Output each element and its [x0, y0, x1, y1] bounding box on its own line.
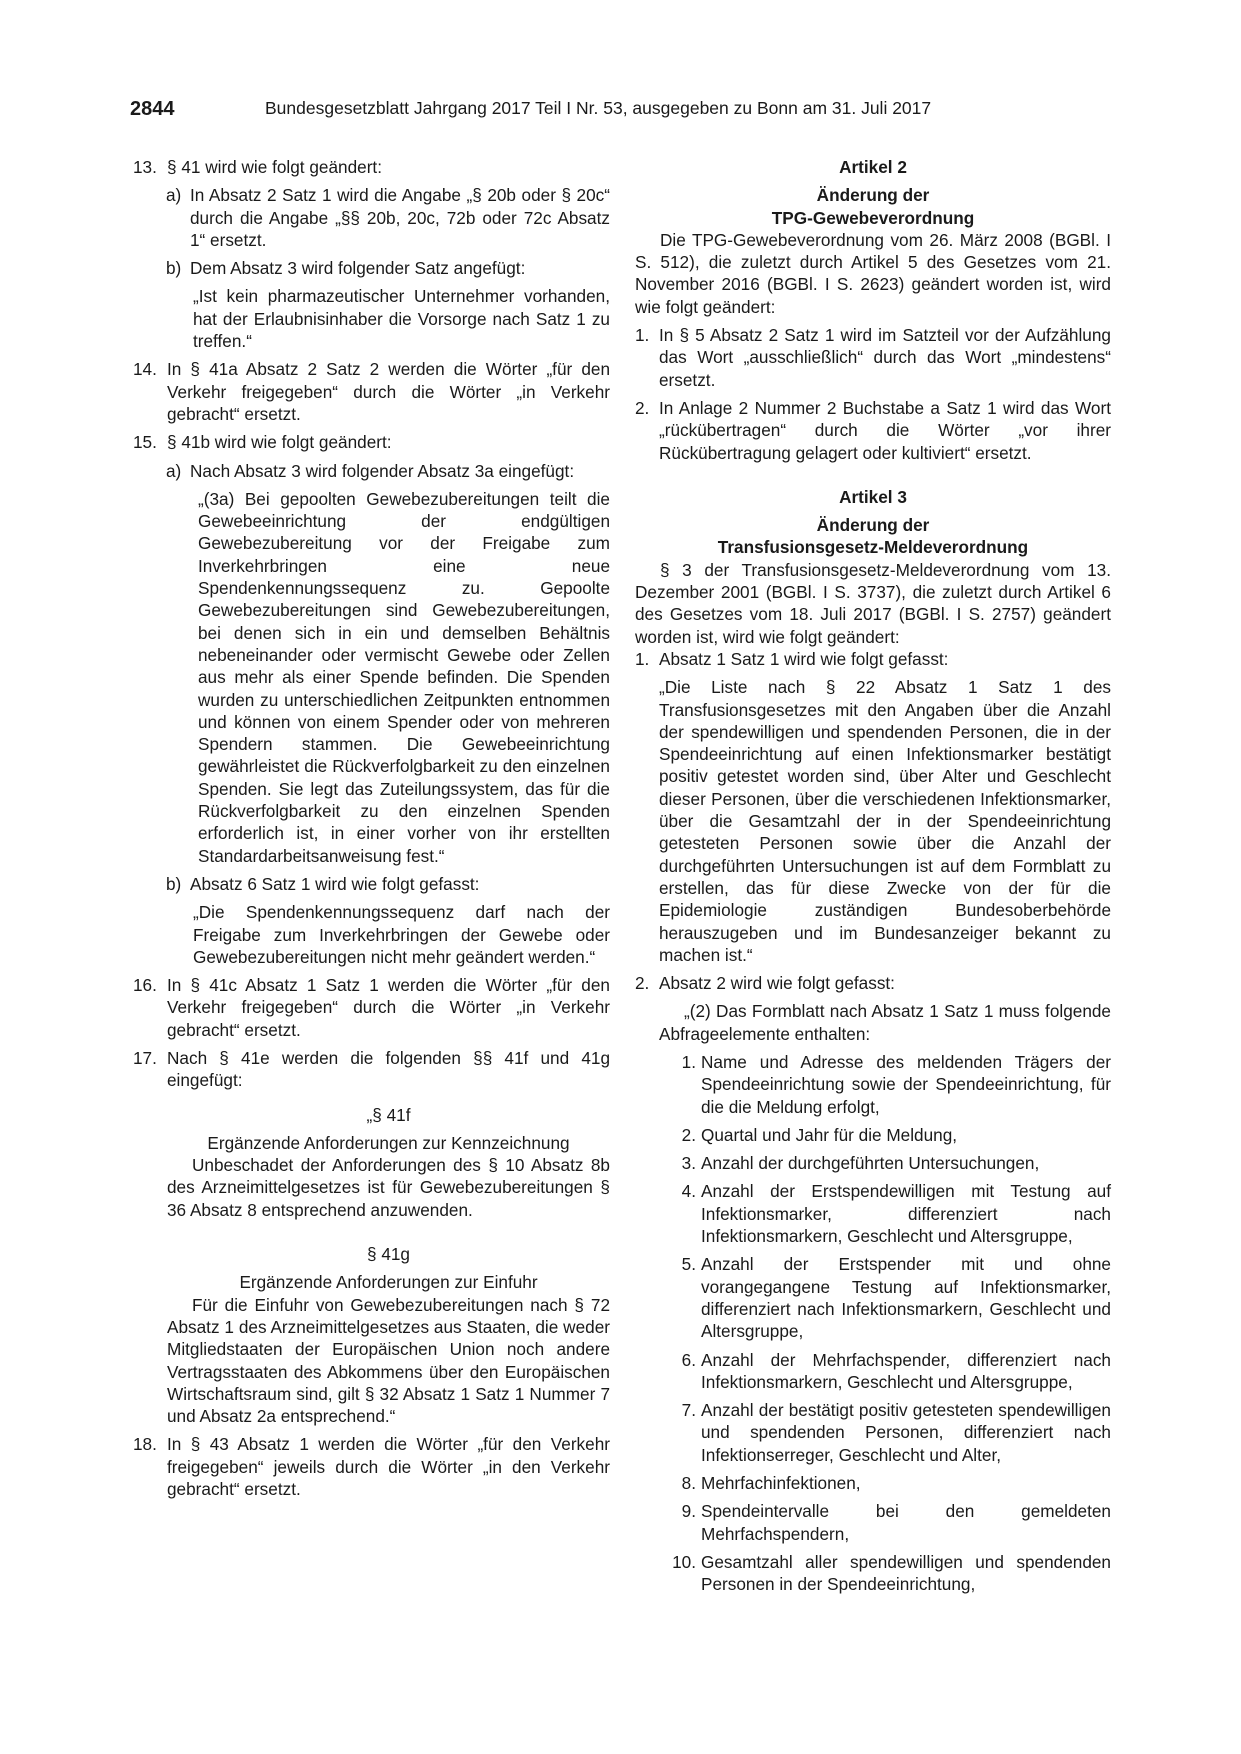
sub-item-label: a)	[166, 460, 182, 481]
right-column	[635, 156, 1111, 1596]
list-item	[133, 156, 610, 178]
sub-item	[166, 184, 610, 251]
sub-item-label: a)	[166, 185, 182, 206]
item-text: In § 5 Absatz 2 Satz 1 wird im Satzteil vor der Aufzählung das Wort „ausschließlich“ durch das Wort „mindestens“ ersetzt.	[659, 325, 1111, 390]
sub-item-text: Absatz 6 Satz 1 wird wie folgt gefasst:	[190, 873, 480, 894]
running-head: Bundesgesetzblatt Jahrgang 2017 Teil I Nr. 53, ausgegeben zu Bonn am 31. Juli 2017	[265, 98, 932, 118]
article-subtitle: TPG-Gewebeverordnung	[771, 207, 975, 228]
list-item	[133, 358, 610, 425]
section-heading: „§ 41f	[366, 1104, 411, 1125]
list-item	[133, 431, 610, 453]
list-item	[668, 1472, 1111, 1494]
item-number: 1.	[635, 648, 650, 669]
list-item	[668, 1349, 1111, 1394]
list-item	[668, 1051, 1111, 1118]
sub-item	[166, 873, 610, 895]
item-number: 8.	[681, 1473, 696, 1494]
list-item	[133, 1433, 610, 1500]
item-text: Spendeintervalle bei den gemeldeten Mehrfachspendern,	[701, 1501, 1111, 1544]
list-item	[668, 1500, 1111, 1545]
item-number: 6.	[681, 1349, 696, 1370]
list-item	[668, 1551, 1111, 1596]
item-text: Nach § 41e werden die folgenden §§ 41f und 41g eingefügt:	[167, 1047, 610, 1091]
item-number: 10.	[672, 1551, 696, 1572]
list-item	[668, 1253, 1111, 1342]
item-number: 2.	[635, 973, 650, 994]
item-text: In § 41c Absatz 1 Satz 1 werden die Wörter „für den Verkehr freigegeben“ durch die Wörter „in Verkehr gebracht“ ersetzt.	[167, 975, 610, 1040]
quoted-paragraph: „Die Liste nach § 22 Absatz 1 Satz 1 des Transfusionsgesetzes mit den Angaben über die Anzahl der spendewilligen und spendenden Personen, die in der Spendeeinrichtung auf einen Infektionsmarker bestätigt positiv getestet worden sind, über Alter und Geschlecht dieser Personen, über die verschiedenen Infektionsmarker, über die Gesamtzahl der in der Spendeeinrichtung getesteten Personen sowie über die Anzahl der durchgeführten Untersuchungen ist auf dem Formblatt zu erstellen, das für diese Zwecke von der für die Epidemiologie zuständigen Bundesoberbehörde herauszugeben und im Bundesanzeiger bekannt zu machen ist.“	[659, 677, 1111, 965]
article-subtitle: Änderung der	[816, 515, 930, 536]
article-subtitle: Änderung der	[816, 185, 930, 206]
list-item	[668, 1124, 1111, 1146]
item-text: Anzahl der Mehrfachspender, differenziert nach Infektionsmarkern, Geschlecht und Altersgruppe,	[701, 1349, 1111, 1392]
sub-item-text: Nach Absatz 3 wird folgender Absatz 3a eingefügt:	[190, 460, 575, 481]
item-number: 14.	[133, 359, 157, 380]
item-text: Gesamtzahl aller spendewilligen und spendenden Personen in der Spendeeinrichtung,	[701, 1551, 1111, 1595]
quoted-paragraph: „(3a) Bei gepoolten Gewebezubereitungen teilt die Gewebeeinrichtung der endgültigen Gewebezubereitung vor der Freigabe zum Inverkehrbringen eine neue Spendenkennungssequenz zu. Gepoolte Gewebezubereitungen sind Gewebezubereitungen, bei denen sich in ein und demselben Behältnis nebeneinander oder vermischt Gewebe oder Zellen aus mehr als einer Spende befinden. Die Spenden wurden zu unterschiedlichen Zeitpunkten entnommen und können von einem Spender oder von mehreren Spendern stammen. Die Gewebeeinrichtung gewährleistet die Rückverfolgbarkeit zu den einzelnen Spenden. Sie legt das Zuteilungssystem, das für die Rückverfolgbarkeit zu den einzelnen Spenden erforderlich ist, in einer vorher von ihr erstellten Standardarbeitsanweisung fest.“	[198, 488, 610, 866]
quoted-text: „Ist kein pharmazeutischer Unternehmer vorhanden, hat der Erlaubnisinhaber die Vorsorge nach Satz 1 zu treffen.“	[193, 286, 610, 352]
item-number: 9.	[681, 1501, 696, 1522]
item-text: Absatz 1 Satz 1 wird wie folgt gefasst:	[659, 648, 949, 669]
list-item	[668, 1180, 1111, 1247]
item-number: 1.	[681, 1051, 696, 1072]
list-item	[668, 1152, 1111, 1174]
list-item	[635, 972, 1111, 994]
section-title: Ergänzende Anforderungen zur Einfuhr	[239, 1272, 538, 1293]
sub-item-text: Dem Absatz 3 wird folgender Satz angefügt:	[190, 258, 526, 279]
list-item	[635, 397, 1111, 464]
quoted-text: „Die Spendenkennungssequenz darf nach der Freigabe zum Inverkehrbringen der Gewebe oder Gewebezubereitungen nicht mehr geändert werden.“	[193, 902, 610, 967]
left-column	[133, 156, 610, 1500]
item-text: In § 43 Absatz 1 werden die Wörter „für den Verkehr freigegeben“ jeweils durch die Wörter „in den Verkehr gebracht“ ersetzt.	[167, 1434, 610, 1500]
section-text: Für die Einfuhr von Gewebezubereitungen nach § 72 Absatz 1 des Arzneimittelgesetzes aus Staaten, die weder Mitgliedstaaten der Europäischen Union noch andere Vertragsstaaten des Abkommens über den Europäischen Wirtschaftsraum sind, gilt § 32 Absatz 1 Satz 1 Nummer 7 und Absatz 2a entsprechend.“	[167, 1294, 610, 1427]
item-text: Anzahl der durchgeführten Untersuchungen,	[701, 1153, 1040, 1174]
item-text: Anzahl der Erstspender mit und ohne vorangegangene Testung auf Infektionsmarker, differenziert nach Infektionsmarkern, Geschlecht und Altersgruppe,	[701, 1254, 1111, 1342]
item-text: Mehrfachinfektionen,	[701, 1473, 861, 1494]
page-number: 2844	[130, 98, 175, 120]
item-number: 15.	[133, 432, 157, 453]
list-item	[133, 1047, 610, 1092]
item-number: 16.	[133, 975, 157, 996]
item-number: 1.	[635, 325, 650, 346]
article-intro: § 3 der Transfusionsgesetz-Meldeverordnung vom 13. Dezember 2001 (BGBl. I S. 3737), die zuletzt durch Artikel 6 des Gesetzes vom 18. Juli 2017 (BGBl. I S. 2757) geändert worden ist, wird wie folgt geändert:	[635, 559, 1111, 647]
section-text: Unbeschadet der Anforderungen des § 10 Absatz 8b des Arzneimittelgesetzes ist für Gewebezubereitungen § 36 Absatz 8 entsprechend anzuwenden.	[167, 1155, 610, 1220]
section-title: Ergänzende Anforderungen zur Kennzeichnung	[207, 1132, 570, 1153]
sub-item-label: b)	[166, 258, 182, 279]
item-number: 13.	[133, 157, 157, 177]
sub-item	[166, 460, 610, 482]
list-item	[635, 648, 1111, 670]
item-number: 7.	[681, 1400, 696, 1421]
item-text: Name und Adresse des meldenden Trägers der Spendeeinrichtung sowie der Spendeeinrichtung, für die die Meldung erfolgt,	[701, 1051, 1111, 1117]
article-title: Artikel 3	[839, 486, 907, 507]
article-subtitle: Transfusionsgesetz-Meldeverordnung	[717, 537, 1029, 558]
quoted-text: „(2) Das Formblatt nach Absatz 1 Satz 1 muss folgende Abfrageelemente enthalten:	[659, 1001, 1111, 1044]
list-item	[668, 1399, 1111, 1466]
sub-item-text: In Absatz 2 Satz 1 wird die Angabe „§ 20b oder § 20c“ durch die Angabe „§§ 20b, 20c, 72b oder 72c Absatz 1“ ersetzt.	[190, 185, 610, 250]
item-text: In § 41a Absatz 2 Satz 2 werden die Wörter „für den Verkehr freigegeben“ durch die Wörter „in Verkehr gebracht“ ersetzt.	[167, 359, 610, 424]
section-heading: § 41g	[366, 1244, 410, 1265]
article-title: Artikel 2	[839, 157, 907, 177]
item-number: 4.	[681, 1181, 696, 1202]
item-text: In Anlage 2 Nummer 2 Buchstabe a Satz 1 wird das Wort „rückübertragen“ durch die Wörter „vor ihrer Rückübertragung gelagert oder kultiviert“ ersetzt.	[659, 397, 1111, 463]
list-item	[635, 324, 1111, 391]
item-number: 18.	[133, 1434, 157, 1455]
list-item	[133, 974, 610, 1041]
item-number: 5.	[681, 1254, 696, 1275]
item-text: Anzahl der bestätigt positiv getesteten spendewilligen und spendenden Personen, differenziert nach Infektionserreger, Geschlecht und Alter,	[701, 1400, 1111, 1465]
item-number: 17.	[133, 1047, 157, 1068]
item-text: Absatz 2 wird wie folgt gefasst:	[659, 973, 895, 994]
item-text: Anzahl der Erstspendewilligen mit Testung auf Infektionsmarker, differenziert nach Infektionsmarkern, Geschlecht und Altersgruppe,	[701, 1181, 1111, 1247]
item-text: Quartal und Jahr für die Meldung,	[701, 1124, 958, 1145]
item-text: § 41b wird wie folgt geändert:	[167, 432, 392, 453]
item-number: 2.	[635, 397, 650, 418]
item-text: § 41 wird wie folgt geändert:	[167, 157, 382, 177]
item-number: 2.	[681, 1124, 696, 1145]
article-intro: Die TPG-Gewebeverordnung vom 26. März 2008 (BGBl. I S. 512), die zuletzt durch Artikel 5 des Gesetzes vom 21. November 2016 (BGBl. I S. 2623) geändert worden ist, wird wie folgt geändert:	[635, 229, 1111, 317]
page-header	[130, 98, 1110, 128]
item-number: 3.	[681, 1153, 696, 1174]
sub-item	[166, 257, 610, 279]
sub-item-label: b)	[166, 873, 182, 894]
